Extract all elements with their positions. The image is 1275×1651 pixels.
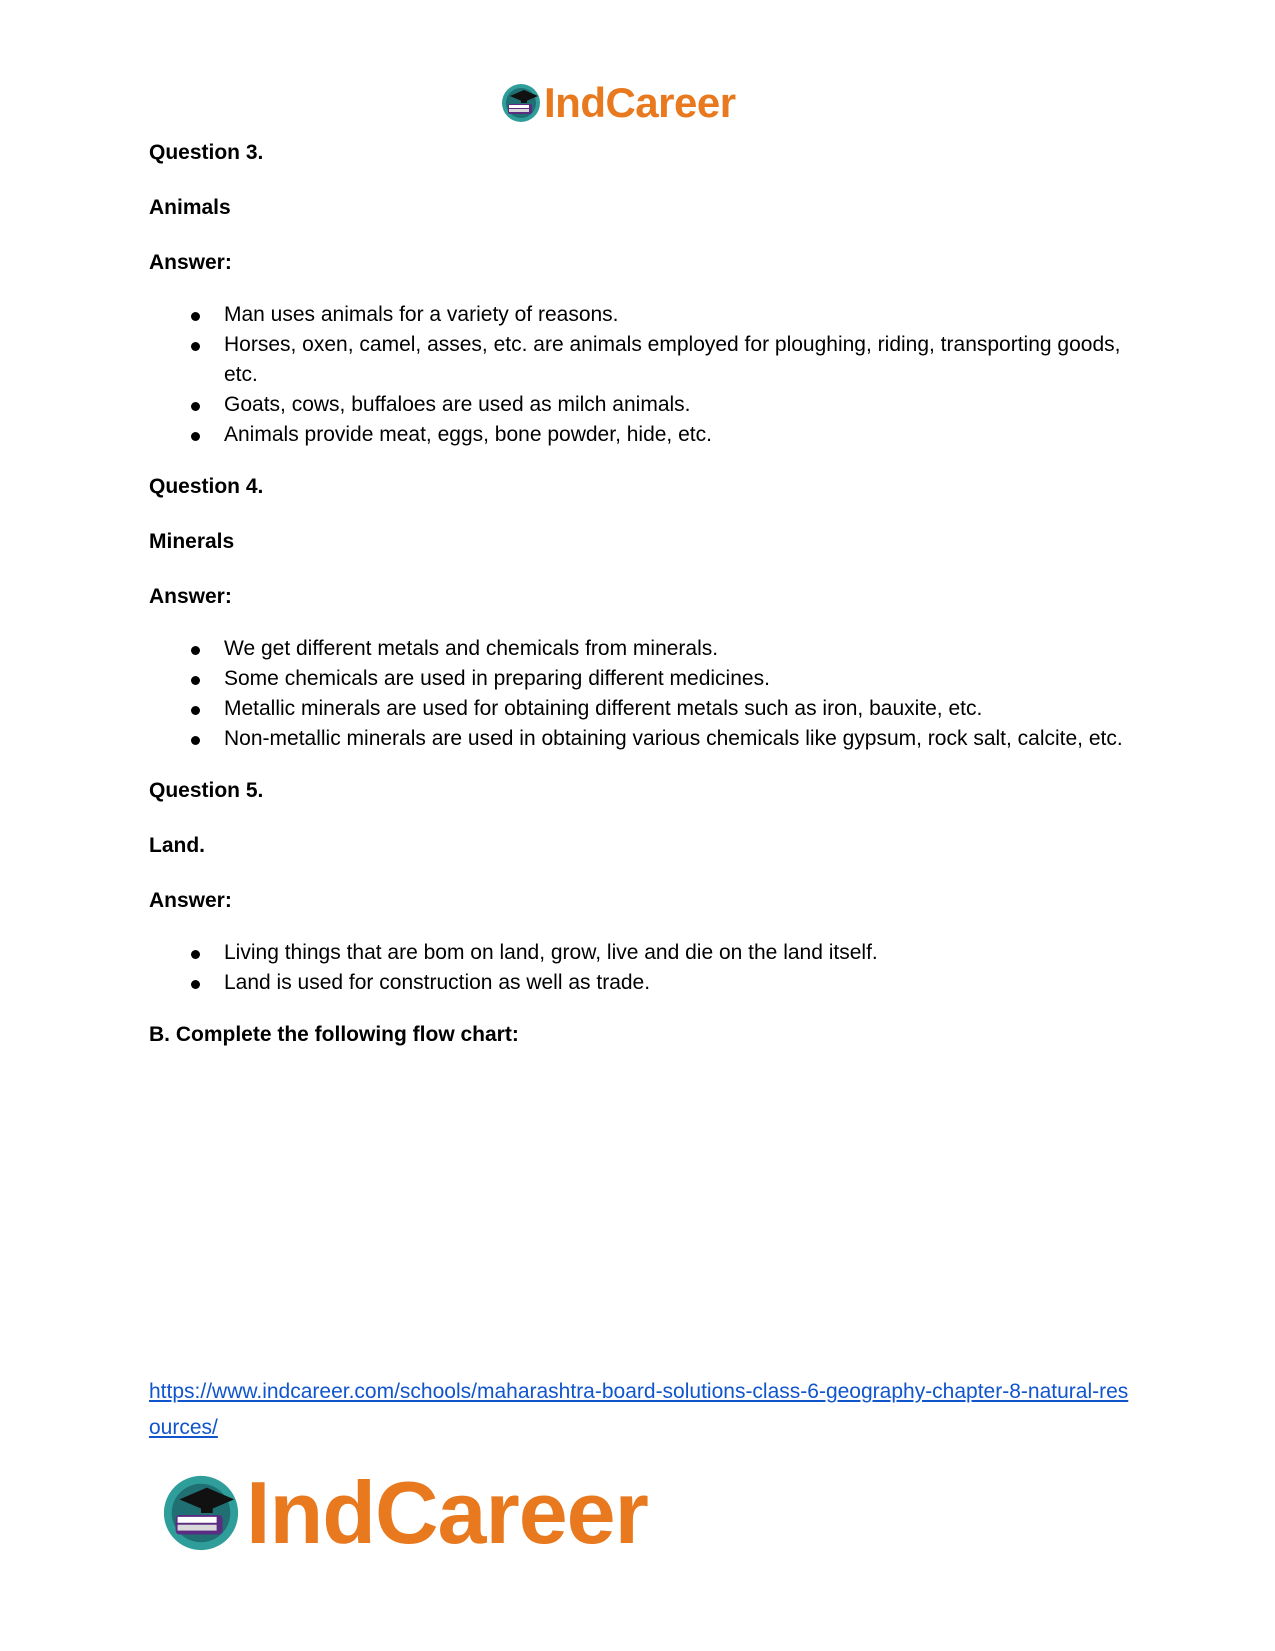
answer-label: Answer:: [149, 585, 232, 608]
brand-name: IndCareer: [544, 79, 736, 126]
bullet-icon: [191, 402, 200, 411]
graduation-book-icon: [500, 82, 542, 124]
question-4-title: Question 4.: [149, 475, 264, 498]
list-item: Goats, cows, buffaloes are used as milch animals.: [149, 390, 1129, 420]
list-item: Non-metallic minerals are used in obtaining various chemicals like gypsum, rock salt, calcite, etc.: [149, 724, 1129, 754]
list-item: Living things that are bom on land, grow, live and die on the land itself.: [149, 938, 1129, 968]
question-3-topic: Animals: [149, 196, 231, 219]
answer-label: Answer:: [149, 889, 232, 912]
bullet-icon: [191, 706, 200, 715]
brand-name: IndCareer: [246, 1463, 648, 1562]
part-b-title: B. Complete the following flow chart:: [149, 1023, 519, 1046]
list-item: Horses, oxen, camel, asses, etc. are animals employed for ploughing, riding, transporting goods, etc.: [149, 330, 1129, 390]
bullet-icon: [191, 342, 200, 351]
graduation-book-icon: [160, 1472, 242, 1554]
answer-list: [149, 300, 1129, 450]
bullet-icon: [191, 676, 200, 685]
question-3-title: Question 3.: [149, 141, 264, 164]
bullet-icon: [191, 312, 200, 321]
bullet-icon: [191, 432, 200, 441]
answer-label: Answer:: [149, 251, 232, 274]
document-body: [149, 140, 1129, 1048]
bullet-icon: [191, 980, 200, 989]
question-4-topic: Minerals: [149, 530, 235, 553]
list-item: We get different metals and chemicals from minerals.: [149, 634, 1129, 664]
footer-link-block: [149, 1374, 1129, 1446]
list-item: Animals provide meat, eggs, bone powder, hide, etc.: [149, 420, 1129, 450]
list-item: Metallic minerals are used for obtaining different metals such as iron, bauxite, etc.: [149, 694, 1129, 724]
bullet-icon: [191, 950, 200, 959]
list-item: Man uses animals for a variety of reasons.: [149, 300, 1129, 330]
answer-list: [149, 634, 1129, 754]
question-5-title: Question 5.: [149, 779, 264, 802]
answer-list: [149, 938, 1129, 998]
brand-logo-bottom: [160, 1463, 648, 1562]
bullet-icon: [191, 736, 200, 745]
question-5-topic: Land.: [149, 834, 205, 857]
bullet-icon: [191, 646, 200, 655]
list-item: Some chemicals are used in preparing different medicines.: [149, 664, 1129, 694]
brand-logo-top: [500, 78, 736, 128]
source-link[interactable]: https://www.indcareer.com/schools/maharashtra-board-solutions-class-6-geography-chapter-8-natural-resources/: [149, 1380, 1129, 1439]
list-item: Land is used for construction as well as trade.: [149, 968, 1129, 998]
